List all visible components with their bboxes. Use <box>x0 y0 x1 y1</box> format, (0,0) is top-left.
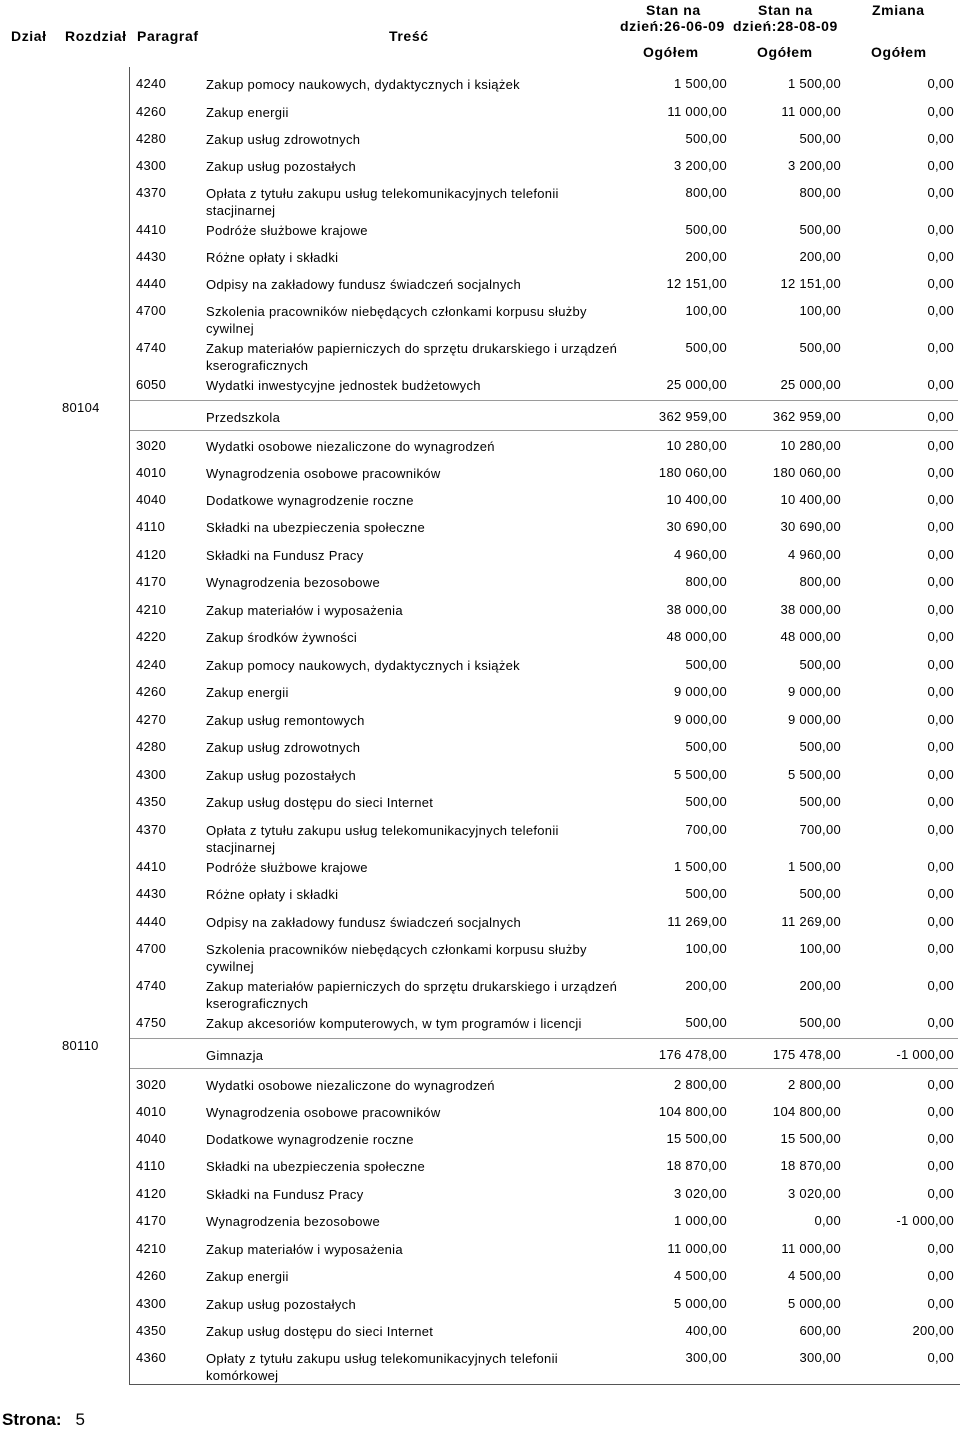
value-after: 18 870,00 <box>780 1158 841 1173</box>
paragraf-code: 4240 <box>136 76 167 91</box>
value-before: 500,00 <box>685 1015 727 1030</box>
paragraf-code: 4360 <box>136 1350 167 1365</box>
section-divider <box>130 400 958 401</box>
value-before: 3 200,00 <box>673 158 727 173</box>
paragraf-code: 4280 <box>136 131 167 146</box>
value-change: 0,00 <box>927 657 954 672</box>
row-description: Wydatki osobowe niezaliczone do wynagrodzeń <box>206 439 495 454</box>
value-after: 200,00 <box>799 249 841 264</box>
row-description: Dodatkowe wynagrodzenie roczne <box>206 1132 414 1147</box>
value-after: 2 800,00 <box>787 1077 841 1092</box>
row-description: Zakup usług pozostałych <box>206 1297 356 1312</box>
value-before: 15 500,00 <box>666 1131 727 1146</box>
row-description: Składki na ubezpieczenia społeczne <box>206 1159 426 1174</box>
value-before: 500,00 <box>685 794 727 809</box>
value-change: 0,00 <box>927 941 954 956</box>
value-after: 500,00 <box>799 886 841 901</box>
value-change: 200,00 <box>912 1323 954 1338</box>
value-change: 0,00 <box>927 1296 954 1311</box>
value-before: 2 800,00 <box>673 1077 727 1092</box>
paragraf-code: 4430 <box>136 249 167 264</box>
row-description: Zakup materiałów i wyposażenia <box>206 603 403 618</box>
value-change: 0,00 <box>927 1268 954 1283</box>
row-description: Zakup usług zdrowotnych <box>206 132 361 147</box>
value-after: 9 000,00 <box>787 684 841 699</box>
value-change: 0,00 <box>927 629 954 644</box>
row-description: Wynagrodzenia bezosobowe <box>206 1214 381 1229</box>
value-after: 100,00 <box>799 941 841 956</box>
row-description: Wynagrodzenia osobowe pracowników <box>206 466 441 481</box>
paragraf-code: 4370 <box>136 822 167 837</box>
paragraf-code: 4300 <box>136 1296 167 1311</box>
value-after: 4 500,00 <box>787 1268 841 1283</box>
row-description: Wynagrodzenia bezosobowe <box>206 575 381 590</box>
value-before: 1 000,00 <box>673 1213 727 1228</box>
value-after: 500,00 <box>799 222 841 237</box>
value-after: 300,00 <box>799 1350 841 1365</box>
row-description: Wydatki inwestycyjne jednostek budżetowych <box>206 378 481 393</box>
value-after: 1 500,00 <box>787 76 841 91</box>
rozdzial-code: 80110 <box>62 1038 99 1053</box>
paragraf-code: 4110 <box>136 519 166 534</box>
value-before: 3 020,00 <box>673 1186 727 1201</box>
value-after: 10 280,00 <box>780 438 841 453</box>
value-change: -1 000,00 <box>896 1213 954 1228</box>
value-before: 11 000,00 <box>667 1241 727 1256</box>
value-before: 200,00 <box>685 249 727 264</box>
row-description: Szkolenia pracowników niebędących członkami korpusu służby cywilnej <box>206 304 587 336</box>
value-after: 11 000,00 <box>781 1241 841 1256</box>
paragraf-code: 3020 <box>136 1077 167 1092</box>
paragraf-code: 4260 <box>136 104 167 119</box>
paragraf-code: 4210 <box>136 602 167 617</box>
value-before: 5 500,00 <box>673 767 727 782</box>
value-change: 0,00 <box>927 1186 954 1201</box>
value-before: 100,00 <box>685 303 727 318</box>
value-after: 30 690,00 <box>780 519 841 534</box>
row-description: Podróże służbowe krajowe <box>206 223 368 238</box>
value-before: 5 000,00 <box>673 1296 727 1311</box>
value-change: 0,00 <box>927 822 954 837</box>
value-change: 0,00 <box>927 409 954 424</box>
row-description: Zakup pomocy naukowych, dydaktycznych i książek <box>206 77 520 92</box>
row-description: Zakup energii <box>206 105 289 120</box>
row-description: Podróże służbowe krajowe <box>206 860 368 875</box>
row-description: Zakup energii <box>206 1269 289 1284</box>
value-after: 800,00 <box>799 185 841 200</box>
paragraf-code: 4440 <box>136 276 167 291</box>
value-after: 9 000,00 <box>787 712 841 727</box>
value-change: 0,00 <box>927 547 954 562</box>
row-description: Zakup usług dostępu do sieci Internet <box>206 1324 434 1339</box>
paragraf-code: 4120 <box>136 547 167 562</box>
value-before: 10 400,00 <box>666 492 727 507</box>
footer-label: Strona: <box>2 1410 62 1429</box>
header-tresc: Treść <box>389 28 429 44</box>
value-change: 0,00 <box>927 158 954 173</box>
row-description: Różne opłaty i składki <box>206 887 339 902</box>
value-after: 800,00 <box>799 574 841 589</box>
paragraf-code: 4300 <box>136 767 167 782</box>
value-after: 3 020,00 <box>787 1186 841 1201</box>
row-description: Opłata z tytułu zakupu usług telekomunikacyjnych telefonii stacjinarnej <box>206 186 559 218</box>
value-before: 25 000,00 <box>666 377 727 392</box>
row-description: Zakup usług zdrowotnych <box>206 740 361 755</box>
value-after: 500,00 <box>799 1015 841 1030</box>
value-change: 0,00 <box>927 492 954 507</box>
value-change: 0,00 <box>927 886 954 901</box>
table-header <box>0 0 960 67</box>
value-before: 300,00 <box>685 1350 727 1365</box>
header-col2-line1: Stan na <box>758 2 813 18</box>
row-description: Zakup środków żywności <box>206 630 358 645</box>
value-change: 0,00 <box>927 712 954 727</box>
value-after: 500,00 <box>799 794 841 809</box>
value-after: 700,00 <box>799 822 841 837</box>
value-change: 0,00 <box>927 131 954 146</box>
value-before: 500,00 <box>685 340 727 355</box>
value-before: 400,00 <box>685 1323 727 1338</box>
paragraf-code: 4040 <box>136 1131 167 1146</box>
value-change: 0,00 <box>927 767 954 782</box>
value-after: 38 000,00 <box>780 602 841 617</box>
paragraf-code: 4740 <box>136 340 167 355</box>
header-col2-ogolem: Ogółem <box>757 44 813 60</box>
paragraf-code: 4740 <box>136 978 167 993</box>
value-change: 0,00 <box>927 76 954 91</box>
value-before: 10 280,00 <box>666 438 727 453</box>
paragraf-code: 4170 <box>136 1213 167 1228</box>
row-description: Zakup akcesoriów komputerowych, w tym programów i licencji <box>206 1016 582 1031</box>
paragraf-code: 4210 <box>136 1241 167 1256</box>
value-change: 0,00 <box>927 574 954 589</box>
value-before: 9 000,00 <box>673 712 727 727</box>
value-after: 5 000,00 <box>787 1296 841 1311</box>
paragraf-code: 4700 <box>136 303 167 318</box>
paragraf-code: 3020 <box>136 438 167 453</box>
value-before: 500,00 <box>685 886 727 901</box>
value-after: 48 000,00 <box>780 629 841 644</box>
value-before: 362 959,00 <box>658 409 727 424</box>
paragraf-code: 4350 <box>136 1323 167 1338</box>
paragraf-code: 4260 <box>136 684 167 699</box>
value-after: 4 960,00 <box>787 547 841 562</box>
value-change: 0,00 <box>927 249 954 264</box>
value-change: 0,00 <box>927 104 954 119</box>
value-before: 12 151,00 <box>666 276 727 291</box>
value-before: 11 000,00 <box>667 104 727 119</box>
header-rozdzial: Rozdział <box>65 28 127 44</box>
paragraf-code: 4040 <box>136 492 167 507</box>
row-description: Opłata z tytułu zakupu usług telekomunikacyjnych telefonii stacjinarnej <box>206 823 559 855</box>
paragraf-code: 4110 <box>136 1158 166 1173</box>
row-description: Zakup materiałów papierniczych do sprzętu drukarskiego i urządzeń kserograficznych <box>206 341 618 373</box>
row-description: Wynagrodzenia osobowe pracowników <box>206 1105 441 1120</box>
value-before: 800,00 <box>685 574 727 589</box>
value-before: 700,00 <box>685 822 727 837</box>
value-before: 4 960,00 <box>673 547 727 562</box>
paragraf-code: 4010 <box>136 465 167 480</box>
value-before: 800,00 <box>685 185 727 200</box>
value-before: 100,00 <box>685 941 727 956</box>
row-description: Zakup pomocy naukowych, dydaktycznych i książek <box>206 658 520 673</box>
value-after: 180 060,00 <box>772 465 841 480</box>
value-before: 18 870,00 <box>666 1158 727 1173</box>
value-change: 0,00 <box>927 739 954 754</box>
row-description: Różne opłaty i składki <box>206 250 339 265</box>
value-change: 0,00 <box>927 978 954 993</box>
value-change: 0,00 <box>927 1158 954 1173</box>
value-after: 0,00 <box>814 1213 841 1228</box>
paragraf-code: 4410 <box>136 859 167 874</box>
value-change: 0,00 <box>927 340 954 355</box>
value-after: 1 500,00 <box>787 859 841 874</box>
value-after: 500,00 <box>799 131 841 146</box>
value-after: 175 478,00 <box>772 1047 841 1062</box>
value-change: 0,00 <box>927 519 954 534</box>
value-change: 0,00 <box>927 222 954 237</box>
value-before: 200,00 <box>685 978 727 993</box>
paragraf-code: 4370 <box>136 185 167 200</box>
value-before: 9 000,00 <box>673 684 727 699</box>
value-before: 48 000,00 <box>666 629 727 644</box>
value-after: 200,00 <box>799 978 841 993</box>
value-before: 104 800,00 <box>658 1104 727 1119</box>
row-description: Przedszkola <box>206 410 281 425</box>
section-divider <box>130 1068 958 1069</box>
header-col1-line1: Stan na <box>646 2 701 18</box>
paragraf-code: 4430 <box>136 886 167 901</box>
row-description: Składki na Fundusz Pracy <box>206 1187 364 1202</box>
value-after: 500,00 <box>799 739 841 754</box>
row-description: Zakup materiałów papierniczych do sprzętu drukarskiego i urządzeń kserograficznych <box>206 979 618 1011</box>
value-change: 0,00 <box>927 1131 954 1146</box>
header-col3-line1: Zmiana <box>872 2 925 18</box>
section-divider <box>130 1038 958 1039</box>
value-after: 100,00 <box>799 303 841 318</box>
paragraf-code: 4440 <box>136 914 167 929</box>
value-change: 0,00 <box>927 684 954 699</box>
value-before: 500,00 <box>685 222 727 237</box>
row-description: Zakup usług pozostałych <box>206 159 356 174</box>
value-change: 0,00 <box>927 602 954 617</box>
header-paragraf: Paragraf <box>137 28 199 44</box>
value-change: -1 000,00 <box>896 1047 954 1062</box>
row-description: Odpisy na zakładowy fundusz świadczeń socjalnych <box>206 915 521 930</box>
row-description: Składki na Fundusz Pracy <box>206 548 364 563</box>
value-before: 30 690,00 <box>666 519 727 534</box>
value-after: 500,00 <box>799 340 841 355</box>
value-change: 0,00 <box>927 1077 954 1092</box>
value-change: 0,00 <box>927 377 954 392</box>
value-after: 104 800,00 <box>772 1104 841 1119</box>
value-after: 11 000,00 <box>781 104 841 119</box>
value-before: 500,00 <box>685 657 727 672</box>
value-change: 0,00 <box>927 859 954 874</box>
paragraf-code: 4120 <box>136 1186 167 1201</box>
value-before: 11 269,00 <box>667 914 727 929</box>
row-description: Wydatki osobowe niezaliczone do wynagrodzeń <box>206 1078 495 1093</box>
value-change: 0,00 <box>927 794 954 809</box>
value-after: 15 500,00 <box>780 1131 841 1146</box>
row-description: Odpisy na zakładowy fundusz świadczeń socjalnych <box>206 277 521 292</box>
value-before: 500,00 <box>685 739 727 754</box>
paragraf-code: 4270 <box>136 712 167 727</box>
paragraf-code: 4170 <box>136 574 167 589</box>
value-change: 0,00 <box>927 465 954 480</box>
footer-page-number: 5 <box>75 1410 85 1429</box>
row-description: Zakup usług dostępu do sieci Internet <box>206 795 434 810</box>
row-description: Składki na ubezpieczenia społeczne <box>206 520 426 535</box>
section-divider <box>130 430 958 431</box>
row-description: Szkolenia pracowników niebędących członkami korpusu służby cywilnej <box>206 942 587 974</box>
page-footer <box>2 1410 85 1430</box>
header-col3-ogolem: Ogółem <box>871 44 927 60</box>
value-after: 25 000,00 <box>780 377 841 392</box>
value-change: 0,00 <box>927 438 954 453</box>
value-change: 0,00 <box>927 303 954 318</box>
value-change: 0,00 <box>927 1104 954 1119</box>
header-col1-ogolem: Ogółem <box>643 44 699 60</box>
value-change: 0,00 <box>927 914 954 929</box>
value-after: 3 200,00 <box>787 158 841 173</box>
paragraf-code: 4350 <box>136 794 167 809</box>
rozdzial-code: 80104 <box>62 400 100 415</box>
value-before: 1 500,00 <box>673 859 727 874</box>
row-description: Dodatkowe wynagrodzenie roczne <box>206 493 414 508</box>
value-change: 0,00 <box>927 185 954 200</box>
row-description: Zakup materiałów i wyposażenia <box>206 1242 403 1257</box>
value-after: 600,00 <box>799 1323 841 1338</box>
paragraf-code: 4240 <box>136 657 167 672</box>
paragraf-code: 4280 <box>136 739 167 754</box>
value-after: 10 400,00 <box>780 492 841 507</box>
row-description: Zakup usług pozostałych <box>206 768 356 783</box>
header-col2-line2: dzień:28-08-09 <box>733 18 838 34</box>
value-before: 180 060,00 <box>658 465 727 480</box>
value-change: 0,00 <box>927 276 954 291</box>
row-description: Zakup energii <box>206 685 289 700</box>
value-before: 176 478,00 <box>658 1047 727 1062</box>
value-after: 12 151,00 <box>780 276 841 291</box>
paragraf-code: 4750 <box>136 1015 167 1030</box>
row-description: Zakup usług remontowych <box>206 713 365 728</box>
header-dzial: Dział <box>11 28 47 44</box>
value-before: 500,00 <box>685 131 727 146</box>
paragraf-code: 4260 <box>136 1268 167 1283</box>
value-after: 362 959,00 <box>772 409 841 424</box>
row-description: Opłaty z tytułu zakupu usług telekomunikacyjnych telefonii komórkowej <box>206 1351 558 1383</box>
header-col1-line2: dzień:26-06-09 <box>620 18 725 34</box>
row-description: Gimnazja <box>206 1048 264 1063</box>
value-change: 0,00 <box>927 1015 954 1030</box>
value-after: 5 500,00 <box>787 767 841 782</box>
paragraf-code: 4220 <box>136 629 167 644</box>
value-after: 500,00 <box>799 657 841 672</box>
value-before: 4 500,00 <box>673 1268 727 1283</box>
paragraf-code: 4010 <box>136 1104 167 1119</box>
value-change: 0,00 <box>927 1350 954 1365</box>
value-before: 1 500,00 <box>673 76 727 91</box>
paragraf-code: 6050 <box>136 377 167 392</box>
paragraf-code: 4300 <box>136 158 167 173</box>
value-change: 0,00 <box>927 1241 954 1256</box>
value-before: 38 000,00 <box>666 602 727 617</box>
value-after: 11 269,00 <box>781 914 841 929</box>
paragraf-code: 4700 <box>136 941 167 956</box>
paragraf-code: 4410 <box>136 222 167 237</box>
